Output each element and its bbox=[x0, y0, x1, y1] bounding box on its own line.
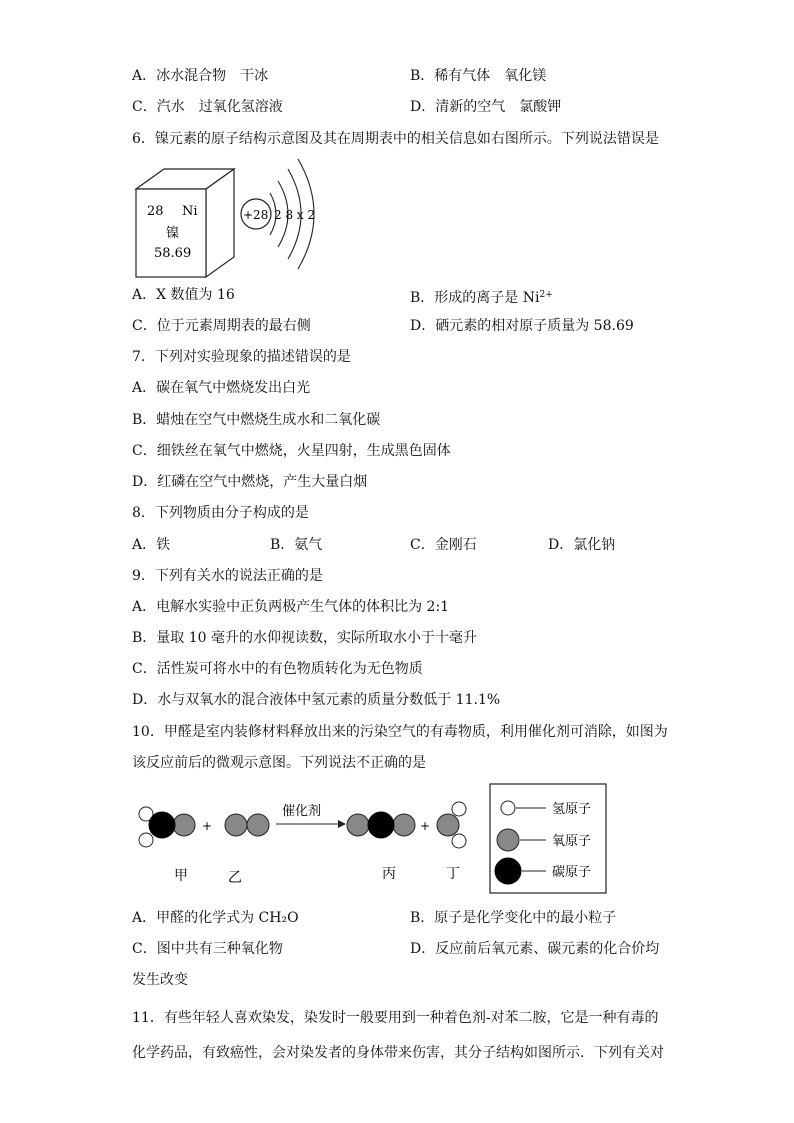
plus-sign: + bbox=[202, 819, 213, 833]
legend-carbon: 碳原子 bbox=[552, 865, 592, 880]
q7-option-a: A．碳在氧气中燃烧发出白光 bbox=[132, 380, 311, 396]
legend-hydrogen: 氢原子 bbox=[552, 802, 592, 817]
q8-option-c: C．金刚石 bbox=[410, 537, 477, 553]
hydrogen-atom bbox=[139, 833, 153, 847]
q10-option-b: B．原子是化学变化中的最小粒子 bbox=[410, 910, 617, 926]
oxygen-atom bbox=[347, 814, 369, 836]
q6-stem: 6．镍元素的原子结构示意图及其在周期表中的相关信息如右图所示。下列说法错误是 bbox=[132, 131, 659, 147]
q5-option-d: D．清新的空气 氯酸钾 bbox=[410, 99, 562, 115]
q10-stem-line1: 10．甲醛是室内装修材料释放出来的污染空气的有毒物质，利用催化剂可消除，如图为 bbox=[132, 724, 668, 740]
q8-option-d: D．氯化钠 bbox=[548, 537, 616, 553]
oxygen-atom bbox=[173, 814, 195, 836]
q11-line1: 11．有些年轻人喜欢染发，染发时一般要用到一种着色剂-对苯二胺，它是一种有毒的 bbox=[132, 1010, 659, 1026]
q8-stem: 8．下列物质由分子构成的是 bbox=[132, 505, 309, 521]
q8-option-b: B．氨气 bbox=[270, 537, 323, 553]
q9-stem: 9．下列有关水的说法正确的是 bbox=[132, 568, 323, 584]
oxygen-atom bbox=[247, 814, 269, 836]
hydrogen-atom bbox=[452, 802, 466, 816]
legend-carbon-icon bbox=[495, 858, 521, 884]
legend-oxygen-icon bbox=[497, 829, 519, 851]
nucleus-charge: +28 bbox=[243, 208, 269, 222]
q10-option-a: A．甲醛的化学式为 CH₂O bbox=[132, 910, 299, 926]
q7-option-c: C．细铁丝在氧气中燃烧，火星四射，生成黑色固体 bbox=[132, 443, 451, 459]
label-bing: 丙 bbox=[382, 866, 396, 882]
carbon-atom bbox=[368, 812, 394, 838]
q5-option-c: C．汽水 过氧化氢溶液 bbox=[132, 99, 283, 115]
element-atomic-number: 28 bbox=[147, 204, 164, 219]
q9-option-a: A．电解水实验中正负两极产生气体的体积比为 2:1 bbox=[132, 599, 450, 615]
element-symbol: Ni bbox=[182, 204, 198, 219]
reaction-arrow-head bbox=[338, 820, 346, 828]
q10-option-c: C．图中共有三种氧化物 bbox=[132, 941, 283, 957]
q9-option-c: C．活性炭可将水中的有色物质转化为无色物质 bbox=[132, 661, 423, 677]
reaction-diagram bbox=[130, 782, 610, 897]
catalyst-label: 催化剂 bbox=[282, 804, 322, 819]
oxygen-atom bbox=[393, 814, 415, 836]
element-mass: 58.69 bbox=[154, 246, 192, 261]
label-ding: 丁 bbox=[446, 866, 460, 882]
q10-option-d-continued: 发生改变 bbox=[132, 972, 188, 988]
element-name: 镍 bbox=[166, 226, 180, 241]
molecule-ding bbox=[437, 802, 466, 848]
q10-option-d: D．反应前后氧元素、碳元素的化合价均 bbox=[410, 941, 660, 957]
molecule-bing bbox=[347, 812, 415, 838]
hydrogen-atom bbox=[452, 834, 466, 848]
label-jia: 甲 bbox=[174, 868, 188, 884]
q7-option-d: D．红磷在空气中燃烧，产生大量白烟 bbox=[132, 474, 368, 490]
q6-option-a: A．X 数值为 16 bbox=[132, 287, 235, 303]
nickel-element-figure bbox=[130, 155, 340, 285]
q8-option-a: A．铁 bbox=[132, 537, 171, 553]
q6-option-d: D．硒元素的相对原子质量为 58.69 bbox=[410, 318, 634, 334]
legend-hydrogen-icon bbox=[501, 801, 515, 815]
carbon-atom bbox=[149, 812, 175, 838]
q5-option-b: B．稀有气体 氧化镁 bbox=[410, 68, 547, 84]
oxygen-atom bbox=[437, 814, 459, 836]
q9-option-d: D．水与双氧水的混合液体中氢元素的质量分数低于 11.1% bbox=[132, 692, 501, 708]
q5-option-a: A．冰水混合物 干冰 bbox=[132, 68, 269, 84]
molecule-yi bbox=[225, 814, 269, 836]
oxygen-atom bbox=[225, 814, 247, 836]
q6-option-b: B．形成的离子是 $Ni^{2+}$ bbox=[410, 290, 553, 306]
q7-option-b: B．蜡烛在空气中燃烧生成水和二氧化碳 bbox=[132, 412, 381, 428]
q7-stem: 7．下列对实验现象的描述错误的是 bbox=[132, 349, 351, 365]
q6-option-c: C．位于元素周期表的最右侧 bbox=[132, 318, 311, 334]
molecule-jia bbox=[139, 807, 195, 847]
q10-stem-line2: 该反应前后的微观示意图。下列说法不正确的是 bbox=[132, 755, 426, 771]
shell-electron-counts: 2 8 x 2 bbox=[274, 208, 316, 222]
plus-sign: + bbox=[420, 819, 431, 833]
label-yi: 乙 bbox=[228, 870, 242, 886]
q9-option-b: B．量取 10 毫升的水仰视读数，实际所取水小于十毫升 bbox=[132, 630, 478, 646]
legend-oxygen: 氧原子 bbox=[552, 834, 592, 849]
q11-line2: 化学药品，有致癌性，会对染发者的身体带来伤害，其分子结构如图所示．下列有关对 bbox=[132, 1045, 664, 1061]
